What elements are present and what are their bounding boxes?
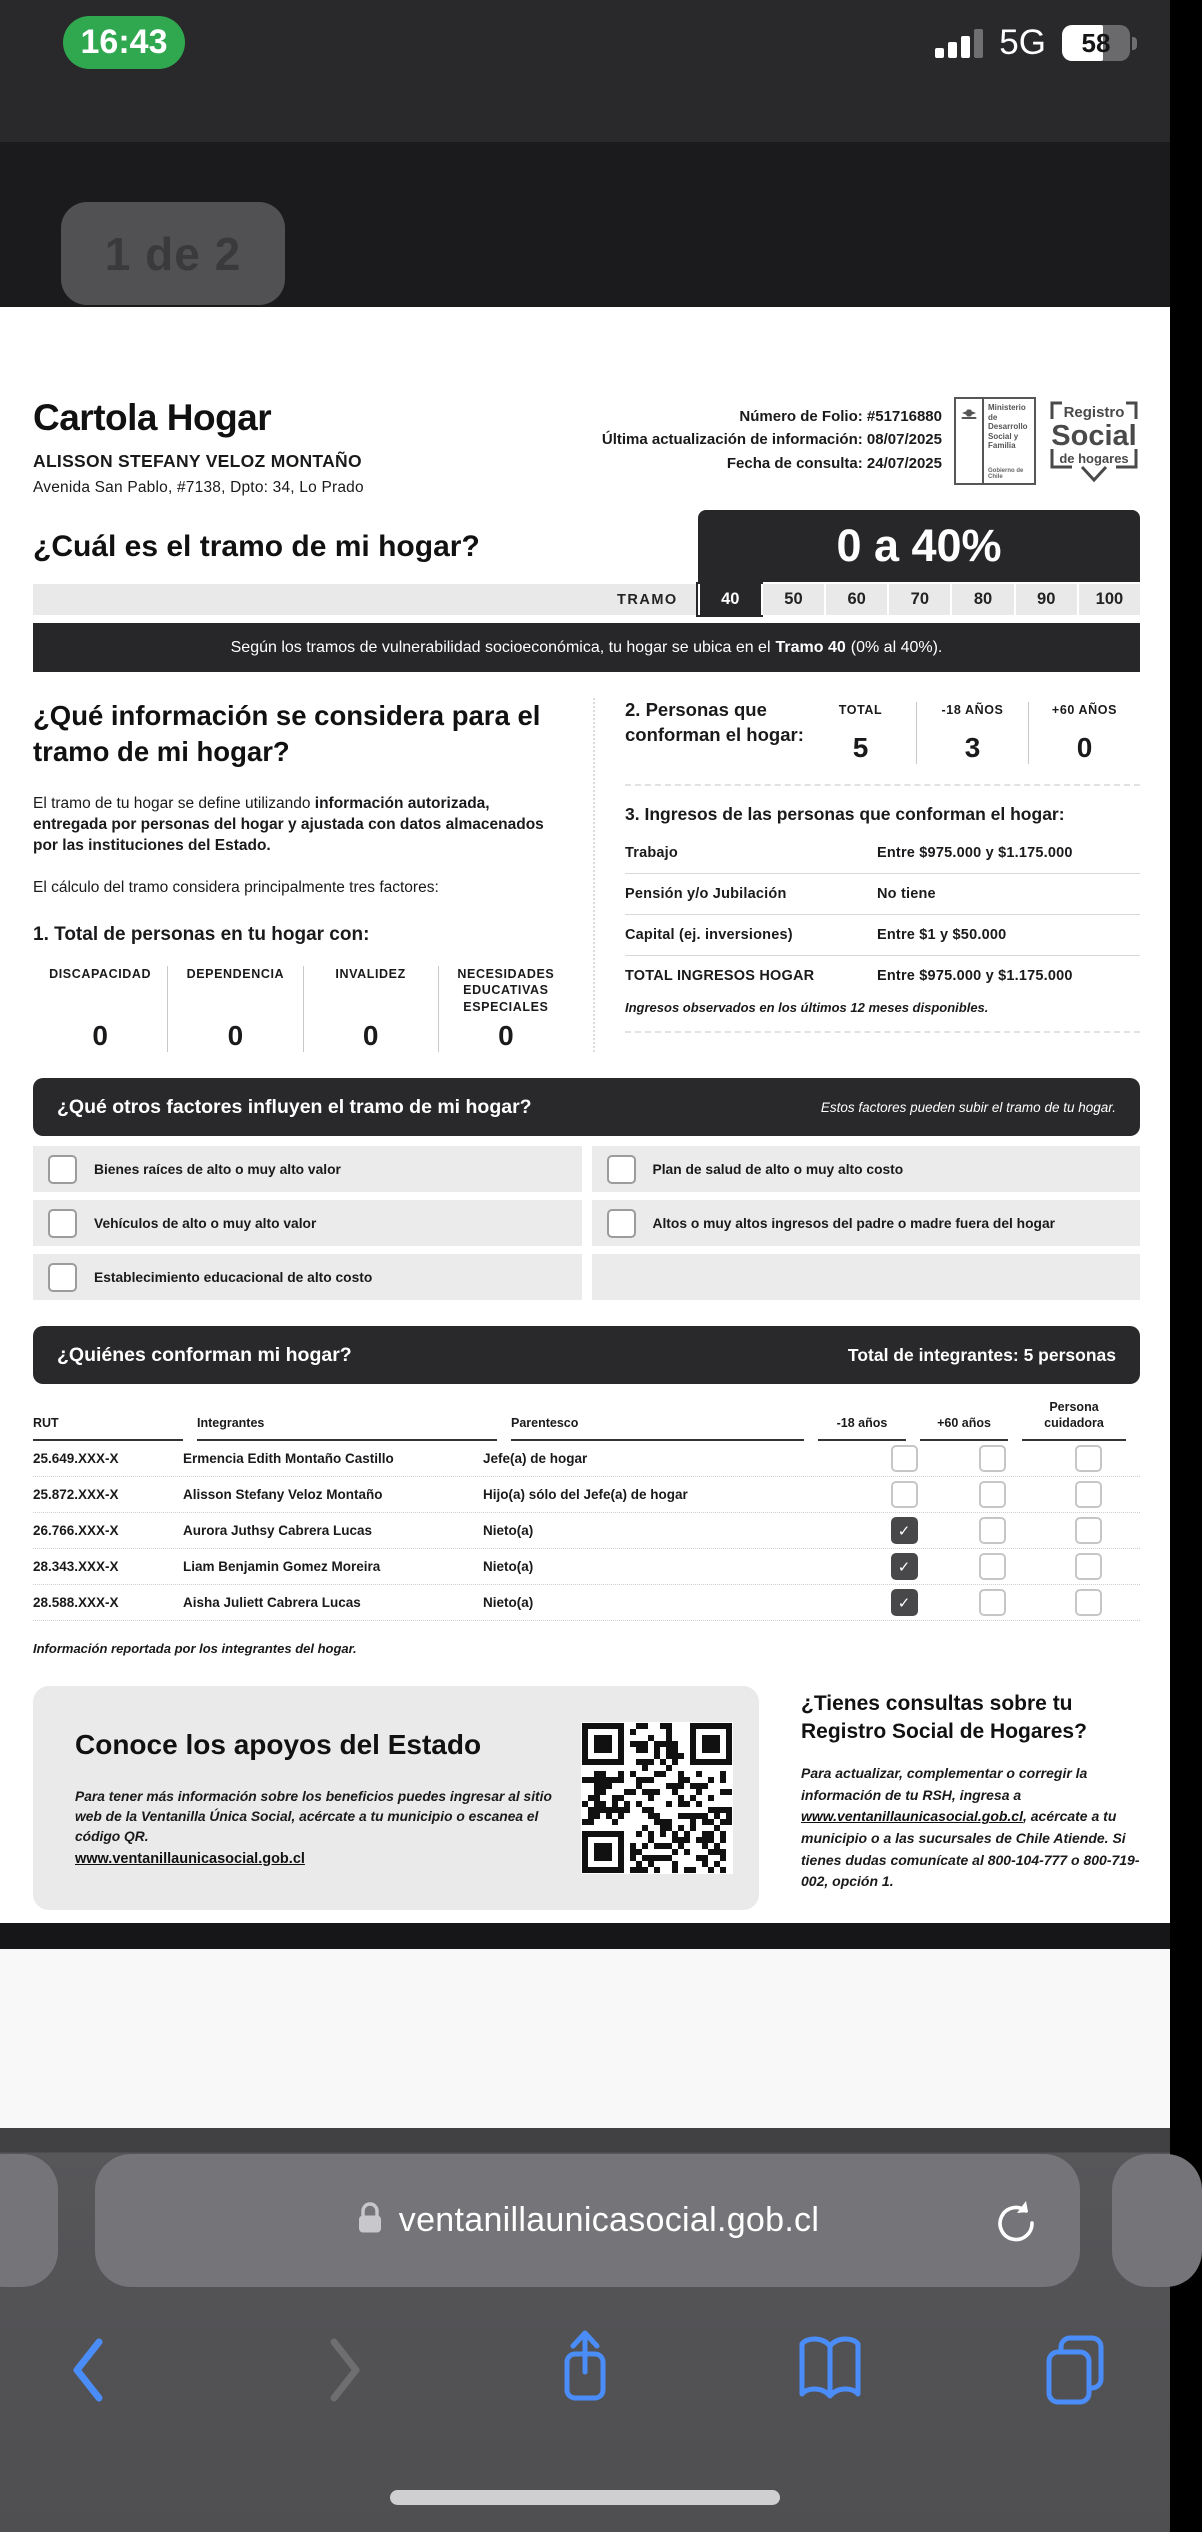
tramo-range-box (698, 510, 1140, 582)
clock-text: 16:43 (80, 23, 168, 61)
ingresos-row-pension (625, 874, 1140, 915)
household-total: Total de integrantes: 5 personas (847, 1344, 1116, 1365)
apoyos-link[interactable]: www.ventanillaunicasocial.gob.cl (75, 1850, 305, 1867)
ministry-line-3: Social y (988, 431, 1019, 441)
svg-text:de hogares: de hogares (1059, 451, 1129, 466)
factor-item (33, 1200, 582, 1246)
ingresos-row-total (625, 956, 1140, 996)
url-text: ventanillaunicasocial.gob.cl (398, 2201, 820, 2239)
column-header-caregiver: Persona cuidadora (1022, 1400, 1126, 1441)
ministry-line-2: Desarrollo (988, 422, 1028, 432)
tramo-cell-90: 90 (1014, 584, 1077, 615)
tramo-note (33, 623, 1140, 672)
apoyos-body: Para tener más información sobre los beneficios puedes ingresar al sitio web de la Ventanilla Única Social, acércate a tu municipio o escanea el código QR. (75, 1788, 552, 1844)
status-bar (0, 0, 1170, 142)
table-row (33, 1477, 1140, 1513)
checkbox-icon (891, 1445, 918, 1472)
checkbox-icon (607, 1209, 636, 1238)
stat-label-minors: -18 AÑOS (941, 703, 1004, 717)
tramo-section (33, 510, 1140, 672)
checkbox-icon (1075, 1589, 1102, 1616)
member-name: Liam Benjamin Gomez Moreira (183, 1559, 381, 1575)
stat-value-necesidades: 0 (498, 1020, 514, 1052)
dashed-divider (625, 784, 1140, 786)
chile-coat-of-arms-icon (956, 399, 984, 483)
checkbox-icon (1075, 1445, 1102, 1472)
svg-text:Registro: Registro (1063, 404, 1125, 421)
bookmarks-icon[interactable] (794, 2328, 866, 2412)
tramo-scale-label: TRAMO (617, 591, 678, 608)
consultas-title: ¿Tienes consultas sobre tu Registro Social de Hogares? (801, 1692, 1087, 1743)
personas-title: 2. Personas que conforman el hogar: (625, 699, 804, 745)
checkbox-icon (607, 1155, 636, 1184)
ministry-line-1: Ministerio de (988, 403, 1026, 422)
column-header-rut: RUT (33, 1416, 183, 1442)
factor-label: Bienes raíces de alto o muy alto valor (94, 1161, 341, 1177)
battery-percent: 58 (1081, 27, 1111, 58)
factor-item-empty (592, 1254, 1141, 1300)
info-paragraph-2: El cálculo del tramo considera principalmente tres factores: (33, 878, 439, 896)
tramo-cell-80: 80 (950, 584, 1013, 615)
forward-button[interactable] (309, 2328, 381, 2412)
ingresos-label: Trabajo (625, 845, 678, 861)
stat-value-minors: 3 (964, 732, 981, 763)
member-kinship: Nieto(a) (483, 1523, 534, 1539)
info-paragraph-bold: información autorizada, entregada por personas del hogar y ajustada con datos almacenados por las instituciones del Estado. (33, 794, 544, 855)
ingresos-title: 3. Ingresos de las personas que conforman el hogar: (625, 804, 1065, 824)
member-rut: 25.872.XXX-X (33, 1487, 119, 1503)
network-type: 5G (999, 23, 1046, 62)
member-kinship: Nieto(a) (483, 1595, 534, 1611)
ingresos-row-capital (625, 915, 1140, 956)
consultas-block (801, 1686, 1140, 1910)
member-rut: 26.766.XXX-X (33, 1523, 119, 1539)
household-note: Información reportada por los integrantes del hogar. (33, 1641, 357, 1657)
tramo-note-suffix: (0% al 40%). (850, 638, 943, 656)
table-row (33, 1549, 1140, 1585)
factor-item (592, 1146, 1141, 1192)
time-pill[interactable] (63, 16, 185, 69)
ministry-line-4: Familia (988, 441, 1016, 451)
checkbox-icon: ✓ (891, 1517, 918, 1544)
stat-value-discapacidad: 0 (92, 1020, 108, 1052)
personas-stats (805, 698, 1140, 764)
reload-button[interactable] (988, 2196, 1044, 2252)
ingresos-label: Capital (ej. inversiones) (625, 927, 793, 943)
page-indicator-badge (61, 202, 285, 305)
tramo-range: 0 a 40% (836, 520, 1002, 571)
tramo-cell-40: 40 (698, 584, 761, 615)
checkbox-icon (979, 1517, 1006, 1544)
tramo-question: ¿Cuál es el tramo de mi hogar? (33, 530, 480, 563)
factor-item (33, 1146, 582, 1192)
ingresos-note: Ingresos observados en los últimos 12 meses disponibles. (625, 1000, 989, 1015)
apoyos-card (33, 1686, 759, 1910)
stat-value-total: 5 (852, 732, 869, 763)
ministry-footer: Gobierno de Chile (988, 468, 1024, 480)
info-paragraph-regular: El tramo de tu hogar se define utilizando (33, 794, 315, 812)
stat-label-dependencia: DEPENDENCIA (186, 967, 285, 982)
lock-icon (356, 2200, 384, 2241)
folio-label: Número de Folio: (739, 408, 863, 425)
safari-toolbar (0, 2128, 1170, 2532)
member-name: Alisson Stefany Veloz Montaño (183, 1487, 383, 1503)
document-header (33, 397, 1140, 498)
back-button[interactable] (52, 2328, 124, 2412)
consultas-text-2: , acércate a tu municipio o a las sucursales de Chile Atiende. Si tienes dudas comunícate al 800-104-777 o 800-719-002, opción 1. (801, 1808, 1140, 1890)
ingresos-table (625, 833, 1140, 996)
household-section (33, 1326, 1140, 1656)
stat-label-seniors: +60 AÑOS (1051, 703, 1118, 717)
factors-subtitle: Estos factores pueden subir el tramo de tu hogar. (820, 1099, 1116, 1115)
member-kinship: Jefe(a) de hogar (483, 1451, 588, 1467)
tramo-scale (33, 584, 1140, 615)
column-header-kinship: Parentesco (511, 1416, 804, 1442)
ingresos-value: Entre $975.000 y $1.175.000 (877, 968, 1073, 984)
tramo-note-prefix: Según los tramos de vulnerabilidad socioeconómica, tu hogar se ubica en el (230, 638, 771, 656)
personas-ingresos-column (593, 698, 1140, 1052)
household-table-header (33, 1390, 1140, 1441)
checkbox-icon (48, 1209, 77, 1238)
document-meta (602, 397, 942, 475)
column-header-minor: -18 años (818, 1416, 906, 1442)
ingresos-label: TOTAL INGRESOS HOGAR (625, 968, 815, 984)
table-row (33, 1441, 1140, 1477)
tramo-cell-70: 70 (887, 584, 950, 615)
battery-icon (1062, 25, 1130, 61)
member-kinship: Hijo(a) sólo del Jefe(a) de hogar (483, 1487, 688, 1503)
factor-label: Plan de salud de alto o muy alto costo (652, 1161, 904, 1177)
household-condition-stats (33, 966, 573, 1052)
household-table (33, 1390, 1140, 1621)
checkbox-icon (1075, 1517, 1102, 1544)
tabs-icon[interactable] (1040, 2328, 1112, 2412)
factors-title: ¿Qué otros factores influyen el tramo de mi hogar? (57, 1095, 532, 1118)
tramo-note-bold: Tramo 40 (775, 638, 846, 656)
checkbox-icon (979, 1553, 1006, 1580)
holder-address: Avenida San Pablo, #7138, Dpto: 34, Lo Prado (33, 479, 364, 496)
stat-label-necesidades: NECESIDADES EDUCATIVAS ESPECIALES (457, 967, 555, 1014)
checkbox-icon (1075, 1553, 1102, 1580)
factor1-title: 1. Total de personas en tu hogar con: (33, 924, 370, 946)
member-kinship: Nieto(a) (483, 1559, 534, 1575)
checkbox-icon (891, 1481, 918, 1508)
apoyos-title: Conoce los apoyos del Estado (75, 1728, 482, 1760)
url-bar[interactable] (95, 2154, 1080, 2287)
registro-social-logo (1048, 397, 1140, 498)
checkbox-icon (1075, 1481, 1102, 1508)
pdf-viewer-background (0, 142, 1170, 307)
column-header-senior: +60 años (920, 1416, 1008, 1442)
previous-tab-fragment[interactable] (0, 2154, 58, 2287)
tramo-cell-60: 60 (824, 584, 887, 615)
member-name: Aisha Juliett Cabrera Lucas (183, 1595, 361, 1611)
consultas-link[interactable]: www.ventanillaunicasocial.gob.cl (801, 1808, 1023, 1825)
stat-value-seniors: 0 (1076, 732, 1093, 763)
member-rut: 28.343.XXX-X (33, 1559, 119, 1575)
svg-text:Social: Social (1051, 420, 1137, 452)
consult-value: 24/07/2025 (866, 454, 942, 472)
pdf-page-1 (0, 307, 1170, 1923)
factor-item (592, 1200, 1141, 1246)
info-heading: ¿Qué información se considera para el tramo de mi hogar? (33, 700, 541, 768)
home-indicator[interactable] (390, 2490, 780, 2505)
factor-item (33, 1254, 582, 1300)
household-title: ¿Quiénes conforman mi hogar? (57, 1343, 352, 1366)
page-indicator-text: 1 de 2 (104, 227, 242, 280)
checkbox-icon (979, 1481, 1006, 1508)
factor-label: Vehículos de alto o muy alto valor (94, 1215, 317, 1231)
ingresos-value: Entre $1 y $50.000 (877, 927, 1007, 943)
folio-value: #51716880 (866, 408, 942, 425)
ingresos-value: No tiene (877, 886, 936, 902)
ingresos-value: Entre $975.000 y $1.175.000 (877, 845, 1073, 861)
next-tab-fragment[interactable] (1112, 2154, 1202, 2287)
factors-section (33, 1078, 1140, 1300)
column-header-name: Integrantes (197, 1416, 497, 1442)
stat-value-invalidez: 0 (362, 1020, 379, 1052)
share-icon[interactable] (549, 2328, 621, 2412)
factor-label: Establecimiento educacional de alto costo (94, 1269, 373, 1285)
ministry-logo (954, 397, 1036, 485)
member-name: Aurora Juthsy Cabrera Lucas (183, 1523, 373, 1539)
checkbox-icon: ✓ (891, 1589, 918, 1616)
factor-label: Altos o muy altos ingresos del padre o madre fuera del hogar (652, 1215, 1056, 1231)
consultas-text-1: Para actualizar, complementar o corregir la información de tu RSH, ingresa a (801, 1764, 1088, 1803)
member-rut: 25.649.XXX-X (33, 1451, 119, 1467)
document-title: Cartola Hogar (33, 397, 272, 438)
stat-label-invalidez: INVALIDEZ (335, 967, 406, 982)
dashed-divider (625, 1031, 1140, 1033)
tramo-cell-50: 50 (761, 584, 824, 615)
checkbox-icon (48, 1263, 77, 1292)
tramo-cell-100: 100 (1077, 584, 1140, 615)
checkbox-icon: ✓ (891, 1553, 918, 1580)
checkbox-icon (48, 1155, 77, 1184)
ingresos-label: Pensión y/o Jubilación (625, 886, 787, 902)
signal-strength-icon (935, 28, 983, 58)
ingresos-row-trabajo (625, 833, 1140, 874)
consult-label: Fecha de consulta: (726, 454, 863, 472)
stat-label-discapacidad: DISCAPACIDAD (49, 967, 152, 982)
info-column (33, 698, 593, 1052)
table-row (33, 1585, 1140, 1621)
stat-value-dependencia: 0 (227, 1020, 244, 1052)
member-name: Ermencia Edith Montaño Castillo (183, 1451, 394, 1467)
update-label: Última actualización de información: (601, 431, 863, 449)
checkbox-icon (979, 1445, 1006, 1472)
qr-code (581, 1722, 733, 1874)
holder-name: ALISSON STEFANY VELOZ MONTAÑO (33, 451, 362, 471)
checkbox-icon (979, 1589, 1006, 1616)
stat-label-total: TOTAL (838, 703, 883, 717)
page-separator (0, 1923, 1170, 1949)
member-rut: 28.588.XXX-X (33, 1595, 119, 1611)
update-value: 08/07/2025 (866, 431, 942, 449)
table-row (33, 1513, 1140, 1549)
